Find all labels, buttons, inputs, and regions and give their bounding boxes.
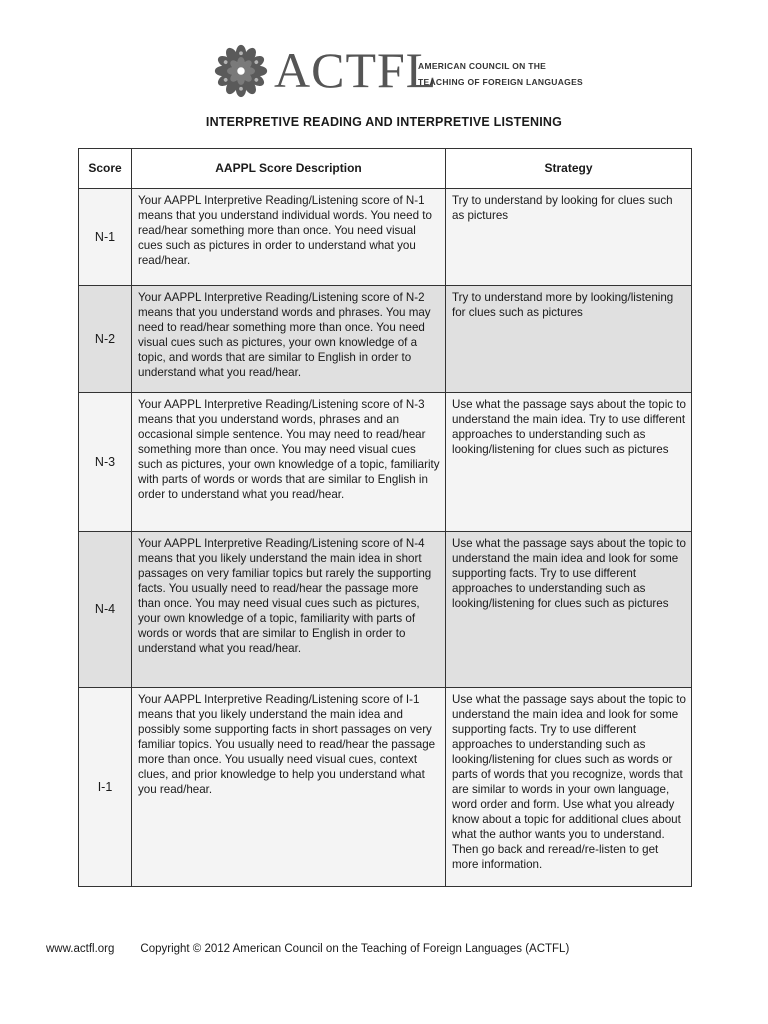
footer: [46, 943, 569, 955]
score-cell: N-4: [79, 532, 132, 688]
strategy-cell: Try to understand by looking for clues such as pictures: [446, 189, 692, 286]
page-title: INTERPRETIVE READING AND INTERPRETIVE LISTENING: [205, 115, 563, 129]
score-table: [78, 148, 692, 887]
logo-wordmark: ACTFL: [274, 42, 438, 98]
score-cell: I-1: [79, 688, 132, 887]
table-row: [79, 688, 692, 887]
footer-copyright: Copyright © 2012 American Council on the Teaching of Foreign Languages (ACTFL): [140, 943, 570, 955]
score-cell: N-2: [79, 286, 132, 393]
description-cell: Your AAPPL Interpretive Reading/Listening score of N-2 means that you understand words and phrases. You may need to read/hear something more than once. You need visual cues such as pictures, your own knowledge of a topic, and words that are similar to English in order to understand what you read/hear.: [132, 286, 446, 393]
strategy-cell: Use what the passage says about the topic to understand the main idea and look for some supporting facts. Try to use different approaches to understanding such as looking/listening for clues such as pictures: [446, 532, 692, 688]
table-row: [79, 189, 692, 286]
flower-mandala-icon: [213, 43, 269, 99]
column-header-description: AAPPL Score Description: [132, 149, 446, 189]
table-row: [79, 532, 692, 688]
footer-url-link[interactable]: www.actfl.org: [46, 943, 115, 955]
description-cell: Your AAPPL Interpretive Reading/Listening score of N-4 means that you likely understand the main idea in short passages on very familiar topics but rarely the supporting facts. You usually need to read/hear the passage more than once. You may need visual cues such as pictures, your own knowledge of a topic, familiarity with parts of words or words that are similar to English in order to understand what you read/hear.: [132, 532, 446, 688]
table-row: [79, 286, 692, 393]
strategy-cell: Try to understand more by looking/listening for clues such as pictures: [446, 286, 692, 393]
description-cell: Your AAPPL Interpretive Reading/Listening score of I-1 means that you likely understand the main idea and possibly some supporting facts in short passages on very familiar topics. You usually need to read/hear the passage more than once. You usually need visual cues, context clues, and prior knowledge to help you understand what you read/hear.: [132, 688, 446, 887]
logo-tagline-line2: TEACHING OF FOREIGN LANGUAGES: [418, 77, 584, 87]
description-cell: Your AAPPL Interpretive Reading/Listening score of N-3 means that you understand words, phrases and an occasional simple sentence. You may need to read/hear something more than once. You may need visual cues such as pictures, your own knowledge of a topic, familiarity with parts of words or words that are similar to English in order to understand what you read/hear.: [132, 393, 446, 532]
score-cell: N-3: [79, 393, 132, 532]
table-header-row: [79, 149, 692, 189]
logo-tagline: [418, 58, 583, 90]
description-cell: Your AAPPL Interpretive Reading/Listening score of N-1 means that you understand individual words. You need to read/hear something more than once. You need visual cues such as pictures in order to understand what you read/hear.: [132, 189, 446, 286]
column-header-score: Score: [79, 149, 132, 189]
column-header-strategy: Strategy: [446, 149, 692, 189]
strategy-cell: Use what the passage says about the topic to understand the main idea and look for some supporting facts. Try to use different approaches to understanding such as looking/listening for clues such as words or parts of words that you recognize, words that are similar to words in your own language, word order and form. Use what you already know about a topic for additional clues about what the author wants you to understand. Then go back and reread/re-listen to get more information.: [446, 688, 692, 887]
logo-tagline-line1: AMERICAN COUNCIL ON THE: [418, 61, 547, 71]
score-cell: N-1: [79, 189, 132, 286]
table-row: [79, 393, 692, 532]
header: [0, 40, 768, 100]
strategy-cell: Use what the passage says about the topic to understand the main idea. Try to use different approaches to understanding such as looking/listening for clues such as pictures: [446, 393, 692, 532]
